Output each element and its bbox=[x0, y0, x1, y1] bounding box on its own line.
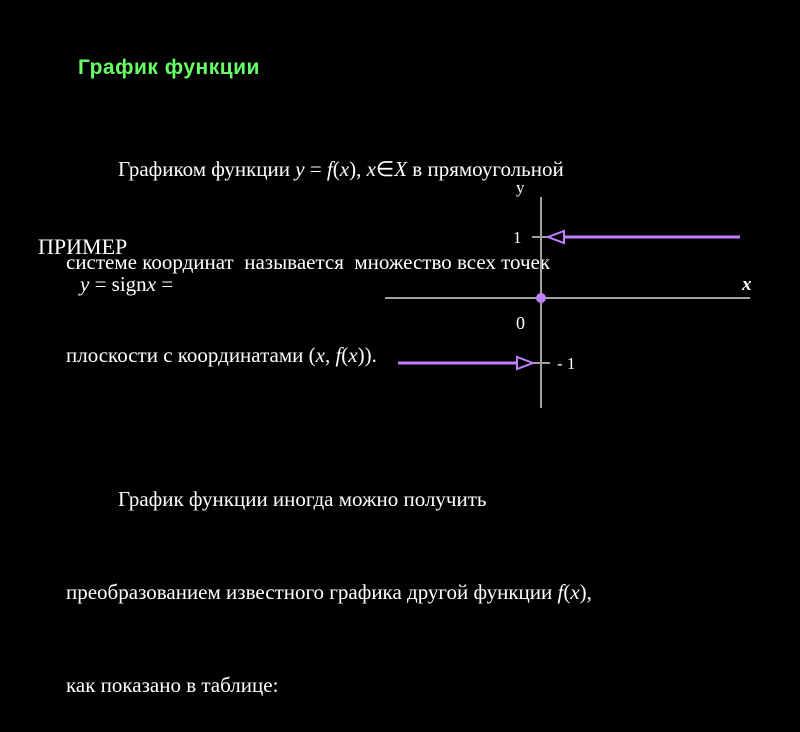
x-axis-label: x bbox=[742, 274, 752, 295]
transformation-line-1: График функции иногда можно получить bbox=[118, 487, 487, 511]
example-formula: y = signx = bbox=[80, 272, 174, 296]
transformation-line-3: как показано в таблице: bbox=[66, 673, 279, 697]
definition-paragraph bbox=[66, 92, 564, 402]
example-heading: ПРИМЕР bbox=[38, 234, 128, 259]
transformation-line-2: преобразованием известного графика другой функции f(x), bbox=[66, 580, 592, 604]
origin-label: 0 bbox=[516, 313, 525, 333]
tick-pos-label: 1 bbox=[513, 228, 522, 247]
y-axis-label: y bbox=[516, 178, 525, 197]
tick-neg-label: - 1 bbox=[557, 354, 576, 373]
definition-line-1: Графиком функции y = f(x), x∈X в прямоугольной bbox=[118, 157, 564, 181]
definition-line-3: плоскости с координатами (x, f(x)). bbox=[66, 343, 377, 367]
transformation-paragraph bbox=[66, 422, 592, 732]
slide-title: График функции bbox=[78, 56, 260, 79]
definition-line-2: системе координат называется множество всех точек bbox=[66, 250, 551, 274]
